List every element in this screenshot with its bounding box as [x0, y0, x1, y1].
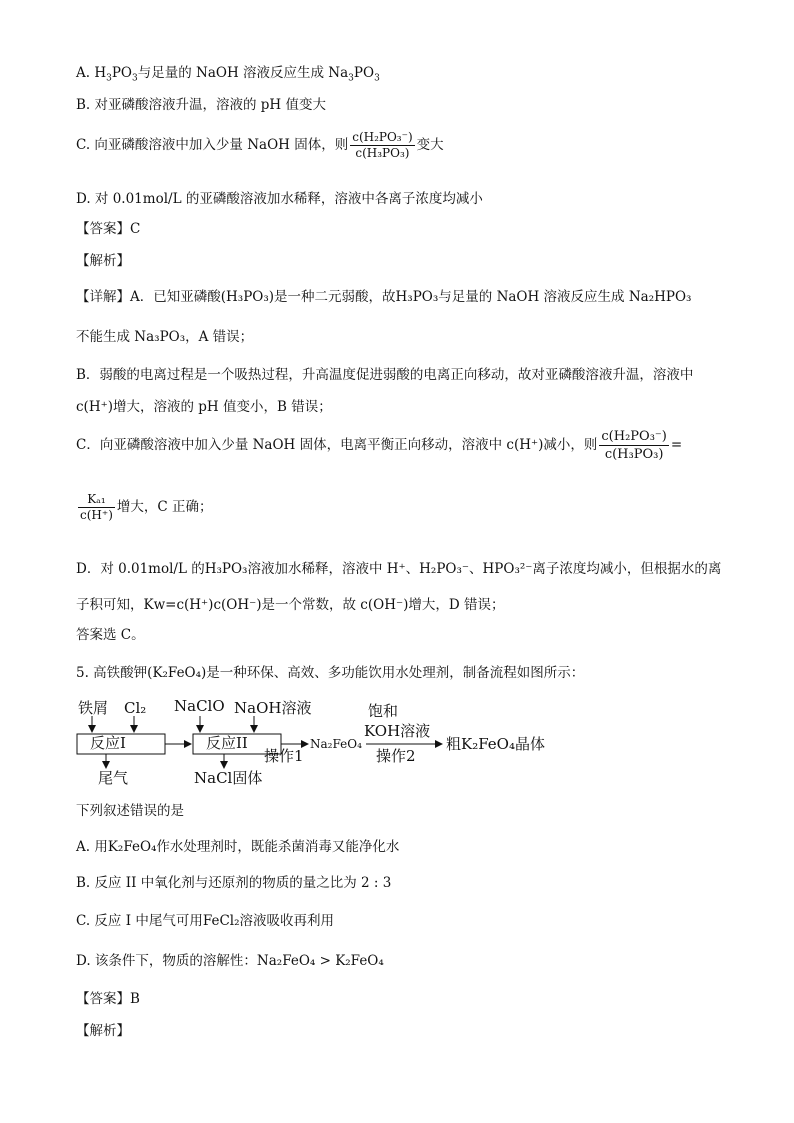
label-box-reaction-1: 反应I [90, 734, 126, 752]
label-input-naclo: NaClO [174, 697, 225, 715]
q4-detail-b-line2: c(H⁺)增大，溶液的 pH 值变小，B 错误； [76, 399, 332, 415]
q4-answer: 【答案】C [76, 221, 141, 237]
q5-analysis-heading: 【解析】 [76, 1023, 130, 1039]
q5-prompt: 下列叙述错误的是 [76, 803, 184, 819]
text: 变大 [416, 137, 444, 153]
q4-option-c [76, 130, 444, 161]
q4-detail-d-line2: 子积可知，Kw=c(H⁺)c(OH⁻)是一个常数，故 c(OH⁻)增大，D 错误； [76, 597, 505, 613]
text: C．向亚磷酸溶液中加入少量 NaOH 固体，电离平衡正向移动，溶液中 c(H⁺)减小，则 [76, 437, 598, 453]
text: C. 向亚磷酸溶液中加入少量 NaOH 固体，则 [76, 137, 349, 153]
numerator: Kₐ₁ [78, 492, 115, 508]
label-intermediate: Na₂FeO₄ [310, 737, 362, 751]
label-operation-2: 操作2 [376, 747, 416, 765]
q4-detail-c-line1 [76, 428, 682, 463]
label-reagent-line2: KOH溶液 [364, 722, 431, 740]
label-output-nacl: NaCl固体 [194, 769, 263, 787]
denominator: c(H⁺) [80, 508, 113, 522]
q5-answer: 【答案】B [76, 991, 140, 1007]
subscript: 3 [106, 73, 112, 84]
fraction [599, 428, 668, 463]
q4-detail-a-line2: 不能生成 Na₃PO₃，A 错误； [76, 329, 254, 345]
subscript: 3 [132, 73, 138, 84]
q5-option-c: C. 反应 I 中尾气可用FeCl₂溶液吸收再利用 [76, 913, 335, 929]
label-product: 粗K₂FeO₄晶体 [446, 735, 545, 753]
text: A. H [76, 65, 107, 81]
q5-stem: 5. 高铁酸钾(K₂FeO₄)是一种环保、高效、多功能饮用水处理剂，制备流程如图所示： [76, 665, 585, 681]
fraction [350, 130, 414, 161]
q4-option-d: D. 对 0.01mol/L 的亚磷酸溶液加水稀释，溶液中各离子浓度均减小 [76, 191, 483, 207]
q5-option-a: A. 用K₂FeO₄作水处理剂时，既能杀菌消毒又能净化水 [76, 839, 400, 855]
q5-option-d: D. 该条件下，物质的溶解性：Na₂FeO₄ > K₂FeO₄ [76, 953, 384, 969]
q4-option-b: B. 对亚磷酸溶液升温，溶液的 pH 值变大 [76, 97, 327, 113]
label-input-cl2: Cl₂ [124, 699, 147, 717]
q5-option-b: B. 反应 II 中氧化剂与还原剂的物质的量之比为 2 : 3 [76, 875, 392, 891]
numerator: c(H₂PO₃⁻) [601, 429, 667, 444]
q4-option-a [76, 64, 380, 82]
fraction [78, 492, 115, 523]
flow-diagram [76, 694, 556, 790]
denominator: c(H₃PO₃) [355, 146, 410, 160]
label-box-reaction-2: 反应II [206, 734, 248, 752]
q4-detail-c-line2 [76, 492, 213, 523]
text: PO [111, 65, 132, 81]
text: PO [353, 65, 375, 81]
label-reagent-line1: 饱和 [368, 702, 399, 720]
subscript: 3 [374, 73, 380, 84]
text: 增大，C 正确； [116, 499, 213, 515]
equals-sign: = [670, 437, 683, 453]
denominator: c(H₃PO₃) [604, 447, 664, 462]
label-input-iron: 铁屑 [78, 699, 109, 717]
label-input-naoh: NaOH溶液 [234, 699, 312, 717]
text: 与足量的 NaOH 溶液反应生成 Na [137, 65, 349, 81]
q4-analysis-heading: 【解析】 [76, 253, 130, 269]
label-output-tailgas: 尾气 [98, 769, 129, 787]
numerator: c(H₂PO₃⁻) [352, 130, 413, 144]
q4-select: 答案选 C。 [76, 627, 145, 643]
q4-detail-b-line1: B．弱酸的电离过程是一个吸热过程，升高温度促进弱酸的电离正向移动，故对亚磷酸溶液升温，溶液中 [76, 367, 694, 383]
q4-detail-a-line1: 【详解】A．已知亚磷酸(H₃PO₃)是一种二元弱酸，故H₃PO₃与足量的 NaOH 溶液反应生成 Na₂HPO₃ [76, 289, 692, 305]
subscript: 3 [348, 73, 354, 84]
label-operation-1: 操作1 [264, 747, 304, 765]
q4-detail-d-line1: D．对 0.01mol/L 的H₃PO₃溶液加水稀释，溶液中 H⁺、H₂PO₃⁻、HPO₃²⁻离子浓度均减小，但根据水的离 [76, 561, 722, 577]
